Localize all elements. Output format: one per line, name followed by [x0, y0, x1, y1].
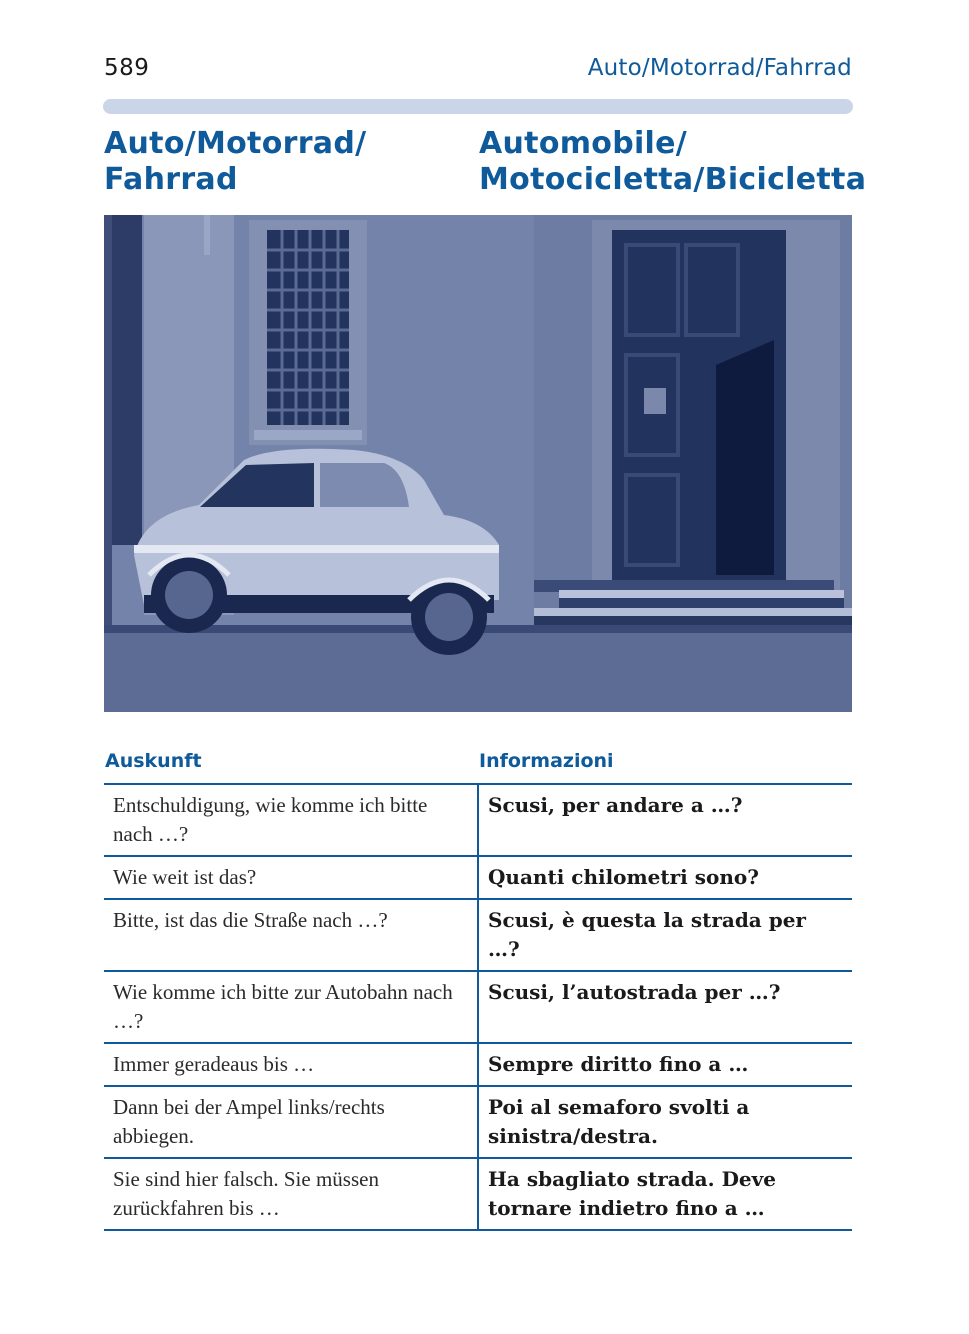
- chapter-photo: [104, 215, 852, 712]
- italian-phrase: Quanti chilometri sono?: [478, 856, 852, 899]
- header-rule-bar: [103, 99, 853, 114]
- chapter-title-italian-line2: Motocicletta/Bicicletta: [479, 162, 867, 197]
- german-phrase: Entschuldigung, wie komme ich bitte nach …?: [104, 784, 478, 856]
- table-row: [104, 856, 852, 899]
- german-phrase: Bitte, ist das die Straße nach …?: [104, 899, 478, 971]
- table-row: [104, 1158, 852, 1230]
- car-street-illustration: [104, 215, 852, 712]
- italian-phrase: Ha sbagliato strada. Deve tornare indietro fino a …: [478, 1158, 852, 1230]
- chapter-title-german-line2: Fahrrad: [104, 162, 238, 197]
- italian-phrase: Sempre diritto fino a …: [478, 1043, 852, 1086]
- table-row: [104, 1043, 852, 1086]
- phrase-table: [104, 783, 852, 1231]
- section-heading-italian: Informazioni: [479, 750, 614, 772]
- italian-phrase: Scusi, è questa la strada per …?: [478, 899, 852, 971]
- table-row: [104, 971, 852, 1043]
- page-number: 589: [104, 55, 150, 81]
- german-phrase: Sie sind hier falsch. Sie müssen zurückfahren bis …: [104, 1158, 478, 1230]
- german-phrase: Wie weit ist das?: [104, 856, 478, 899]
- running-head: Auto/Motorrad/Fahrrad: [587, 55, 852, 81]
- chapter-title-italian-line1: Automobile/: [479, 126, 688, 161]
- german-phrase: Immer geradeaus bis …: [104, 1043, 478, 1086]
- italian-phrase: Scusi, l’autostrada per …?: [478, 971, 852, 1043]
- table-row: [104, 784, 852, 856]
- section-heading-german: Auskunft: [105, 750, 202, 772]
- italian-phrase: Scusi, per andare a …?: [478, 784, 852, 856]
- table-row: [104, 1086, 852, 1158]
- chapter-title-italian: [479, 126, 866, 198]
- german-phrase: Wie komme ich bitte zur Autobahn nach …?: [104, 971, 478, 1043]
- chapter-title-german: [104, 126, 366, 198]
- italian-phrase: Poi al semaforo svolti a sinistra/destra.: [478, 1086, 852, 1158]
- german-phrase: Dann bei der Ampel links/rechts abbiegen.: [104, 1086, 478, 1158]
- chapter-title-german-line1: Auto/Motorrad/: [104, 126, 367, 161]
- table-row: [104, 899, 852, 971]
